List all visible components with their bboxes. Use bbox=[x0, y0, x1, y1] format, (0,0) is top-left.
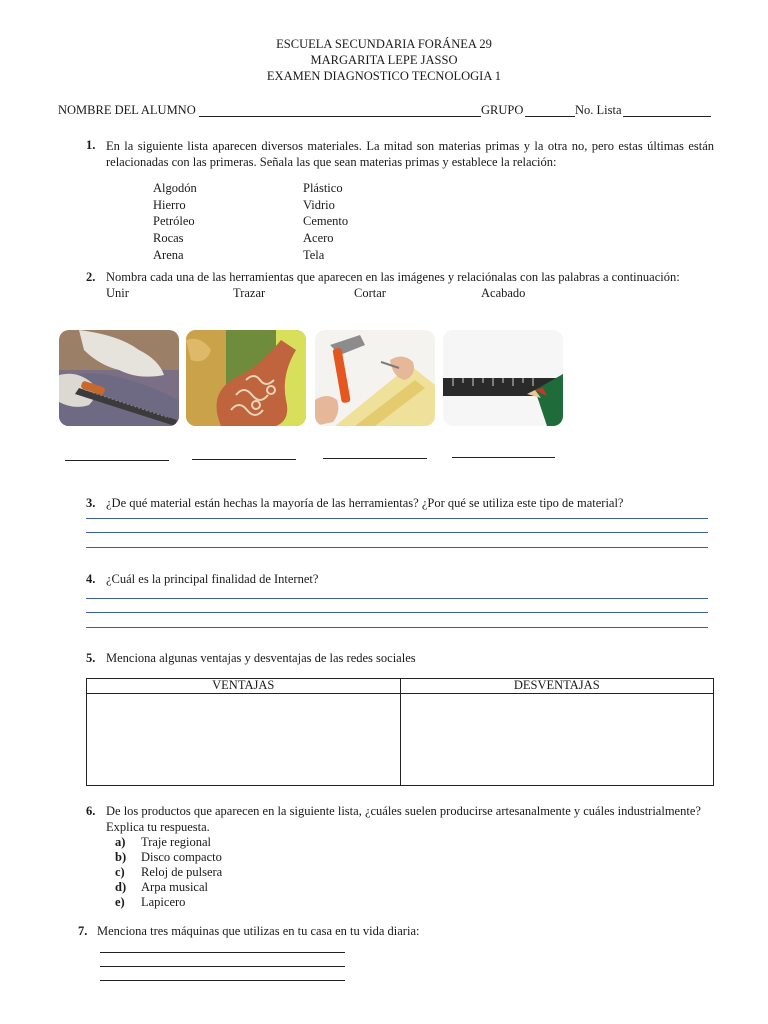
q3-answer-line[interactable] bbox=[86, 532, 708, 533]
q5-text: Menciona algunas ventajas y desventajas de las redes sociales bbox=[106, 651, 416, 665]
q3-number: 3. bbox=[86, 496, 96, 510]
q4-text: ¿Cuál es la principal finalidad de Internet? bbox=[106, 572, 319, 586]
tool-answer-field[interactable] bbox=[323, 458, 427, 459]
q4-answer-line[interactable] bbox=[86, 598, 708, 599]
material-item: Vidrio bbox=[303, 198, 335, 212]
q4-number: 4. bbox=[86, 572, 96, 586]
rasp-file-photo bbox=[59, 330, 179, 426]
material-item: Petróleo bbox=[153, 214, 195, 228]
material-item: Cemento bbox=[303, 214, 349, 228]
list-number-label: No. Lista bbox=[575, 103, 622, 117]
advantages-cell[interactable] bbox=[87, 694, 401, 786]
tool-answer-field[interactable] bbox=[192, 459, 296, 460]
student-name-field[interactable] bbox=[199, 116, 481, 117]
ruler-pencil-photo bbox=[443, 330, 563, 426]
student-name-label: NOMBRE DEL ALUMNO bbox=[58, 103, 196, 117]
tool-word: Trazar bbox=[233, 286, 266, 300]
q3-text: ¿De qué material están hechas la mayoría de las herramientas? ¿Por qué se utiliza este tipo de material? bbox=[106, 496, 624, 510]
q6-text-line1: De los productos que aparecen en la siguiente lista, ¿cuáles suelen producirse artesanalmente y cuáles industrialmente? bbox=[106, 804, 701, 818]
material-item: Algodón bbox=[153, 181, 197, 195]
teacher-name: MARGARITA LEPE JASSO bbox=[310, 53, 458, 67]
tool-word: Acabado bbox=[481, 286, 526, 300]
q6-number: 6. bbox=[86, 804, 96, 818]
q6-text-line2: Explica tu respuesta. bbox=[106, 820, 210, 834]
q1-text: En la siguiente lista aparecen diversos materiales. La mitad son materias primas y la otra no, pero estas últimas están relacionadas con las primeras. Señala las que sean materias primas y establece la relación: bbox=[106, 139, 714, 169]
product-option: e) Lapicero bbox=[115, 895, 186, 909]
material-item: Plástico bbox=[303, 181, 343, 195]
q7-text: Menciona tres máquinas que utilizas en tu casa en tu vida diaria: bbox=[97, 924, 420, 938]
tool-answer-field[interactable] bbox=[452, 457, 555, 458]
material-item: Rocas bbox=[153, 231, 184, 245]
list-number-field[interactable] bbox=[623, 116, 711, 117]
product-option: b) Disco compacto bbox=[115, 850, 222, 864]
disadvantages-header: DESVENTAJAS bbox=[400, 679, 714, 694]
decorated-vase-photo bbox=[186, 330, 306, 426]
q4-answer-line[interactable] bbox=[86, 612, 708, 613]
school-name: ESCUELA SECUNDARIA FORÁNEA 29 bbox=[276, 37, 492, 51]
group-field[interactable] bbox=[525, 116, 575, 117]
material-item: Arena bbox=[153, 248, 184, 262]
material-item: Tela bbox=[303, 248, 325, 262]
product-option: c) Reloj de pulsera bbox=[115, 865, 223, 879]
tool-answer-field[interactable] bbox=[65, 460, 169, 461]
group-label: GRUPO bbox=[481, 103, 524, 117]
q2-text: Nombra cada una de las herramientas que aparecen en las imágenes y relaciónalas con las palabras a continuación: bbox=[106, 270, 680, 284]
exam-title: EXAMEN DIAGNOSTICO TECNOLOGIA 1 bbox=[266, 69, 502, 83]
q3-answer-line[interactable] bbox=[86, 547, 708, 548]
hammer-photo bbox=[315, 330, 435, 426]
q7-answer-line[interactable] bbox=[100, 966, 345, 967]
q7-answer-line[interactable] bbox=[100, 952, 345, 953]
disadvantages-cell[interactable] bbox=[400, 694, 714, 786]
q2-number: 2. bbox=[86, 270, 96, 284]
material-item: Hierro bbox=[153, 198, 186, 212]
tool-word: Unir bbox=[106, 286, 129, 300]
q7-number: 7. bbox=[78, 924, 88, 938]
q7-answer-line[interactable] bbox=[100, 980, 345, 981]
product-option: a) Traje regional bbox=[115, 835, 212, 849]
advantages-disadvantages-table bbox=[86, 678, 714, 786]
advantages-header: VENTAJAS bbox=[87, 679, 401, 694]
tool-word: Cortar bbox=[354, 286, 386, 300]
q3-answer-line[interactable] bbox=[86, 518, 708, 519]
q1-number: 1. bbox=[86, 138, 96, 152]
q4-answer-line[interactable] bbox=[86, 627, 708, 628]
product-option: d) Arpa musical bbox=[115, 880, 208, 894]
material-item: Acero bbox=[303, 231, 334, 245]
q5-number: 5. bbox=[86, 651, 96, 665]
